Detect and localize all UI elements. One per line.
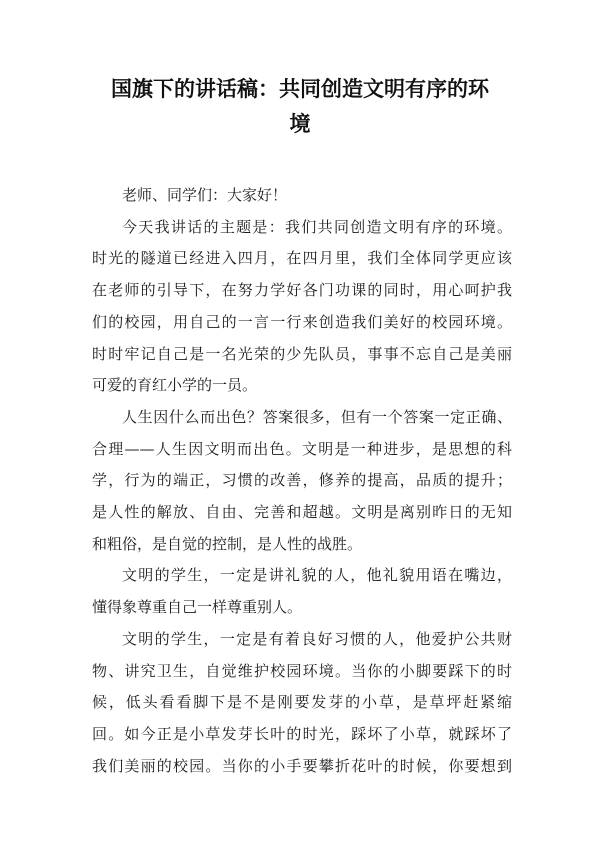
text-line: 文明的学生，一定是讲礼貌的人，他礼貌用语在嘴边， <box>122 566 512 585</box>
text-line: 文明的学生，一定是有着良好习惯的人，他爱护公共财 <box>122 629 512 648</box>
paragraph-politeness <box>92 560 512 623</box>
text-line: 懂得象尊重自己一样尊重别人。 <box>92 598 303 617</box>
text-line: 候，低头看看脚下是不是刚要发芽的小草，是草坪赶紧缩 <box>92 693 512 712</box>
paragraph-greeting <box>92 180 512 212</box>
paragraph-topic <box>92 212 512 402</box>
text-line: 回。如今正是小草发芽长叶的时光，踩坏了小草，就踩坏了 <box>92 724 512 743</box>
title-line: 国旗下的讲话稿：共同创造文明有序的环 <box>111 77 489 101</box>
document-body <box>92 180 512 782</box>
title-line: 境 <box>289 112 311 136</box>
paragraph-habits <box>92 624 512 783</box>
document-title <box>90 72 510 142</box>
text-line: 们的校园，用自己的一言一行来创造我们美好的校园环境。 <box>92 312 512 331</box>
text-line: 老师、同学们：大家好！ <box>122 186 288 204</box>
text-line: 学，行为的端正，习惯的改善，修养的提高，品质的提升； <box>92 471 512 490</box>
text-line: 和粗俗，是自觉的控制，是人性的战胜。 <box>92 534 363 553</box>
text-line: 时时牢记自己是一名光荣的少先队员，事事不忘自己是美丽 <box>92 344 512 363</box>
paragraph-civility <box>92 402 512 561</box>
text-line: 在老师的引导下，在努力学好各门功课的同时，用心呵护我 <box>92 281 512 300</box>
text-line: 我们美丽的校园。当你的小手要攀折花叶的时候，你要想到 <box>92 756 512 775</box>
text-line: 今天我讲话的主题是：我们共同创造文明有序的环境。 <box>122 217 512 236</box>
text-line: 人生因什么而出色？答案很多，但有一个答案一定正确、 <box>122 407 512 426</box>
text-line: 可爱的育红小学的一员。 <box>92 376 258 395</box>
text-line: 物、讲究卫生，自觉维护校园环境。当你的小脚要踩下的时 <box>92 661 512 680</box>
text-line: 是人性的解放、自由、完善和超越。文明是离别昨日的无知 <box>92 503 512 522</box>
text-line: 时光的隧道已经进入四月，在四月里，我们全体同学更应该 <box>92 249 512 268</box>
text-line: 合理——人生因文明而出色。文明是一种进步，是思想的科 <box>92 439 512 458</box>
